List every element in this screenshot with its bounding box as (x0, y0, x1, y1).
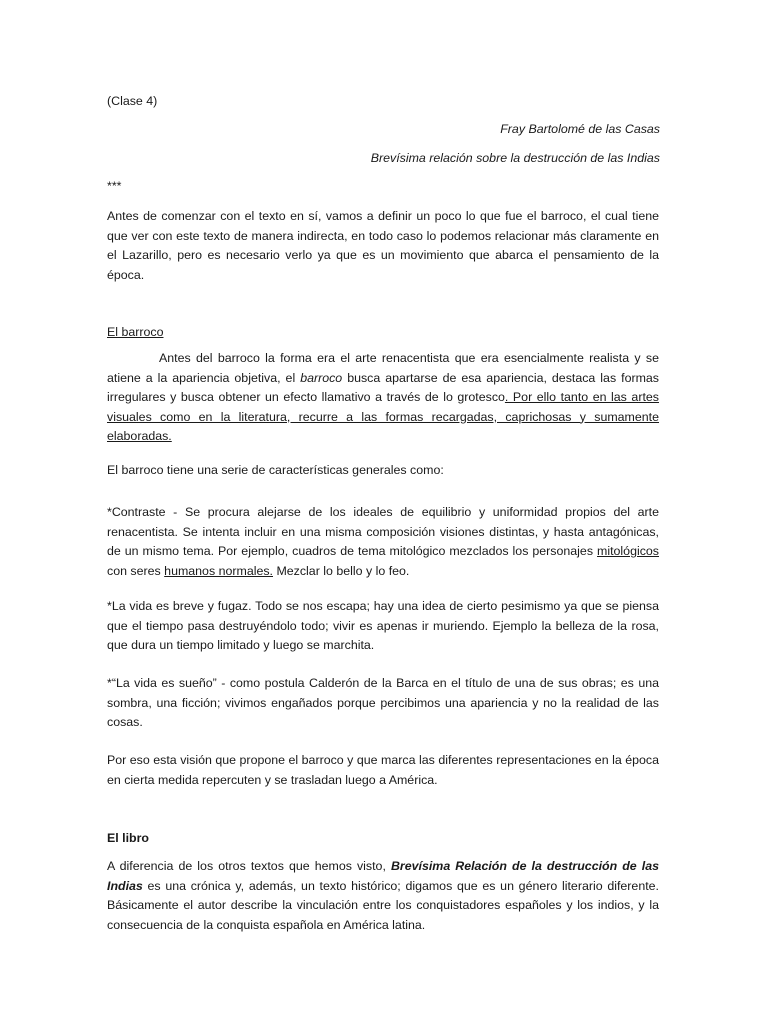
section-heading-barroco: El barroco (107, 325, 164, 339)
barroco-paragraph-2: El barroco tiene una serie de características generales como: (107, 463, 444, 477)
p3-text-c: con seres (107, 563, 165, 578)
libro-text-title: Brevísima Relación de la destrucción de las Indias (107, 859, 659, 893)
contrast-paragraph (107, 503, 659, 581)
intro-paragraph: Antes de comenzar con el texto en sí, vamos a definir un poco lo que fue el barroco, el cual tiene que ver con este texto de manera indirecta, en todo caso lo podemos relacionar más claramente en el Lazarillo, pero es necesario verlo ya que es un movimiento que abarca el pensamiento de la época. (107, 209, 659, 282)
life-dream-paragraph: *“La vida es sueño” - como postula Calderón de la Barca en el título de una de sus obras; es una sombra, una ficción; vivimos engañados porque percibimos una apariencia y no la realidad de las cosas. (107, 676, 659, 729)
p3-text-a: *Contraste - Se procura alejarse de los ideales de equilibrio y uniformidad propios del arte renacentista. Se intenta incluir en una misma composición visiones distintas, y hasta antagónicas, de un mismo tema. Por ejemplo, cuadros de tema mitológico mezclados los personajes (107, 505, 659, 558)
section-heading-libro: El libro (107, 831, 149, 845)
libro-paragraph (107, 857, 659, 935)
separator: *** (107, 179, 122, 193)
p3-text-e: Mezclar lo bello y lo feo. (273, 563, 410, 578)
author-name: Fray Bartolomé de las Casas (500, 122, 660, 136)
p1-text-underlined: . Por ello tanto en las artes visuales como en la literatura, recurre a las formas recargadas, caprichosas y sumamente elaboradas. (107, 390, 659, 443)
work-title: Brevísima relación sobre la destrucción de las Indias (370, 151, 660, 165)
p3-text-humanos: humanos normales. (164, 563, 273, 578)
libro-text-c: es una crónica y, además, un texto histórico; digamos que es un género literario diferente. Básicamente el autor describe la vinculación entre los conquistadores españoles y los indios, y la consecuencia de la conquista española en América latina. (107, 878, 659, 932)
p3-text-mitologicos: mitológicos (597, 544, 659, 558)
p1-text-barroco: barroco (300, 370, 343, 385)
libro-text-a: A diferencia de los otros textos que hemos visto, (107, 859, 391, 873)
life-brief-paragraph: *La vida es breve y fugaz. Todo se nos escapa; hay una idea de cierto pesimismo ya que se piensa que el tiempo pasa destruyéndolo todo; vivir es apenas ir muriendo. Ejemplo la belleza de la rosa, que dura un tiempo limitado y luego se marchita. (107, 599, 659, 652)
p1-text-c: busca apartarse de esa apariencia, destaca las formas irregulares y busca obtener un efecto llamativo a través de lo grotesco (107, 370, 659, 404)
class-label: (Clase 4) (107, 94, 158, 108)
barroco-paragraph-1 (107, 349, 659, 447)
p1-text-a: Antes del barroco la forma era el arte renacentista que era esencialmente realista y se atiene a la apariencia objetiva, el (107, 351, 659, 385)
vision-paragraph: Por eso esta visión que propone el barroco y que marca las diferentes representaciones en la época en cierta medida repercuten y se trasladan luego a América. (107, 753, 659, 787)
